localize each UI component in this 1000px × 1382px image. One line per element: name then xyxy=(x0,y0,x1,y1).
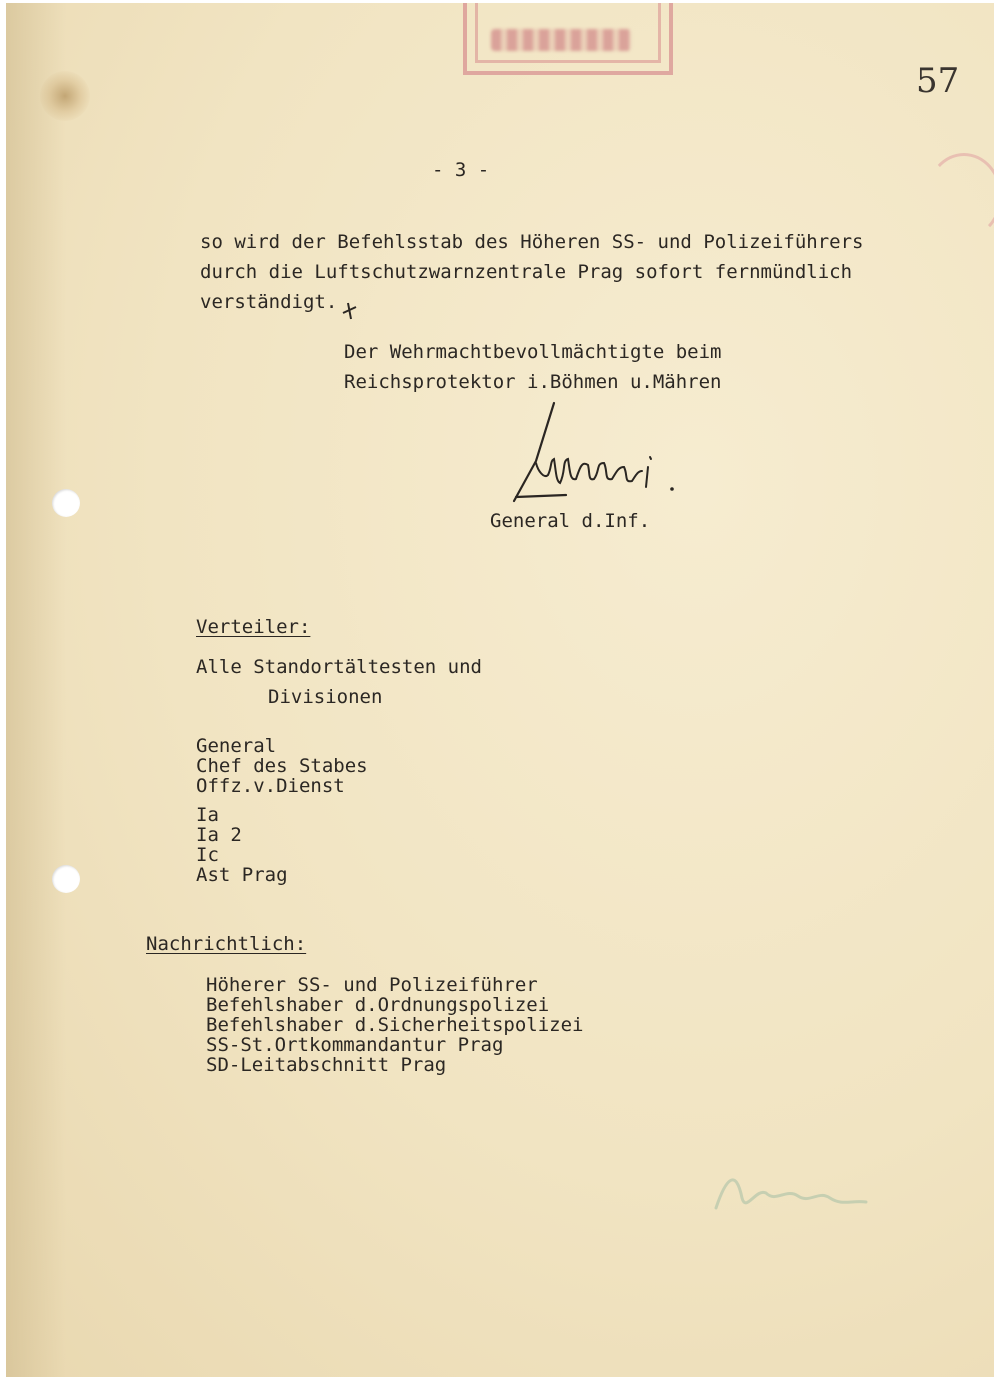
distribution-staff-item: General xyxy=(196,735,277,757)
distribution-section-item: Ia xyxy=(196,804,219,826)
faint-green-initials xyxy=(706,1158,876,1228)
distribution-group: Divisionen xyxy=(268,686,383,708)
page-marker: - 3 - xyxy=(432,159,490,181)
punch-hole-upper xyxy=(52,489,80,517)
distribution-section-item: Ast Prag xyxy=(196,864,288,886)
info-heading: Nachrichtlich: xyxy=(146,933,307,955)
distribution-staff-item: Chef des Stabes xyxy=(196,755,368,777)
body-line: durch die Luftschutzwarnzentrale Prag sofort fernmündlich xyxy=(200,261,853,283)
info-recipient: Befehlshaber d.Sicherheitspolizei xyxy=(206,1014,584,1036)
secret-stamp xyxy=(463,3,673,75)
sender-line: Reichsprotektor i.Böhmen u.Mähren xyxy=(344,371,722,393)
info-recipient: Befehlshaber d.Ordnungspolizei xyxy=(206,994,550,1016)
folio-number: 57 xyxy=(916,61,960,101)
handwritten-signature xyxy=(496,401,696,511)
paper-stain xyxy=(40,71,90,121)
info-recipient: SD-Leitabschnitt Prag xyxy=(206,1054,447,1076)
red-pencil-mark xyxy=(926,153,994,239)
body-line: verständigt. xyxy=(200,291,338,313)
info-recipient: SS-St.Ortkommandantur Prag xyxy=(206,1034,504,1056)
handwritten-tick-mark xyxy=(340,299,360,323)
signatory-rank: General d.Inf. xyxy=(490,510,651,532)
sender-line: Der Wehrmachtbevollmächtigte beim xyxy=(344,341,722,363)
distribution-section-item: Ic xyxy=(196,844,219,866)
body-line: so wird der Befehlsstab des Höheren SS- und Polizeiführers xyxy=(200,231,864,253)
stamp-illegible-text xyxy=(491,29,631,51)
distribution-heading: Verteiler: xyxy=(196,616,311,638)
info-recipient: Höherer SS- und Polizeiführer xyxy=(206,974,538,996)
document-page xyxy=(6,3,994,1377)
distribution-section-item: Ia 2 xyxy=(196,824,242,846)
distribution-group: Alle Standortältesten und xyxy=(196,656,482,678)
punch-hole-lower xyxy=(52,865,80,893)
distribution-staff-item: Offz.v.Dienst xyxy=(196,775,345,797)
